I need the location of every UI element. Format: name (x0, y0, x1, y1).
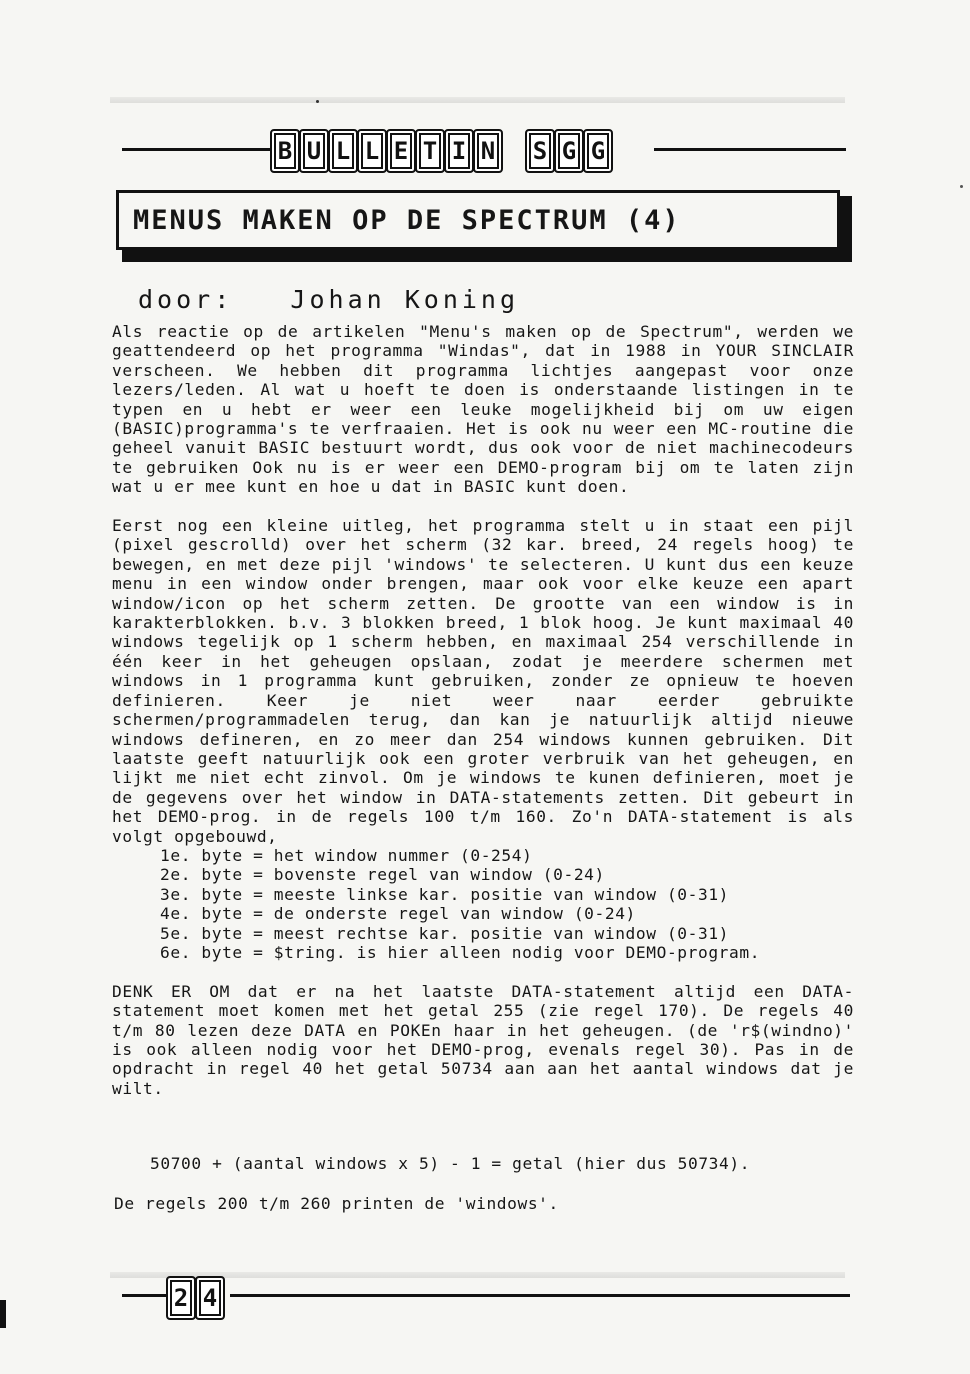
masthead-letter: L (328, 129, 358, 173)
article-title-box (116, 190, 840, 250)
masthead-letter: E (386, 129, 416, 173)
masthead-letter: G (554, 129, 584, 173)
list-item: 5e. byte = meest rechtse kar. positie van window (0-31) (160, 923, 730, 943)
list-item: 2e. byte = bovenste regel van window (0-24) (160, 865, 605, 885)
author-byline: door: Johan Koning (138, 285, 520, 314)
masthead-letter: N (473, 129, 503, 173)
speck (316, 100, 319, 103)
masthead-letter: L (357, 129, 387, 173)
masthead-letter: B (270, 129, 300, 173)
masthead-letter: S (525, 129, 555, 173)
bulletin-masthead (270, 129, 612, 173)
masthead-letter: I (444, 129, 474, 173)
scan-edge-mark (0, 1300, 6, 1328)
article-title: MENUS MAKEN OP DE SPECTRUM (4) (133, 204, 681, 236)
paragraph: Als reactie op de artikelen "Menu's maken op de Spectrum", werden we geattendeerd op het programma "Windas", dat in 1988 in YOUR SINCLAIR verscheen. We hebben dit programma lichtjes aangepast voor onze lezers/leden. Al wat u hoeft te doen is onderstaande listingen in te typen en u hebt er weer een leuke mogelijkheid bij om uw eigen (BASIC)programma's te verfraaien. Het is ook nu weer een MC-routine die geheel vanuit BASIC bestuurt wordt, dus ook voor de niet machinecodeurs te gebruiken Ook nu is er weer een DEMO-program bij om te laten zijn wat u er mee kunt en hoe u dat in BASIC kunt doen. (112, 322, 854, 497)
paragraph: Eerst nog een kleine uitleg, het programma stelt u in staat een pijl (pixel gescrolld) over het scherm (32 kar. breed, 24 regels hoog) te bewegen, en met deze pijl 'windows' te selecteren. U kunt dus een keuze menu in een window onder brengen, maar ook voor elke keuze een apart window/icon op het scherm zetten. De grootte van een window is in karakterblokken. b.v. 3 blokken breed, 1 blok hoog. Je kunt maximaal 40 windows tegelijk op 1 scherm hebben, en maximaal 254 verschillende in één keer in het geheugen opslaan, zodat je meerdere schermen met windows in 1 programma kunt gebruiken, zonder ze opnieuw te hoeven definieren. Keer je niet weer naar eerder gebruikte schermen/programmadelen terug, dan kan je natuurlijk altijd nieuwe windows defineren, en zo meer dan 254 windows kunnen gebruiken. Dit laatste geeft natuurlijk ook een groter verbruik van het geheugen, en lijkt me niet echt zinvol. Om je windows te kunen definieren, moet je de gegevens over het window in DATA-statements zetten. Dit gebeurt in het DEMO-prog. in de regels 100 t/m 160. Zo'n DATA-statement is als volgt opgebouwd, (112, 516, 854, 846)
byte-list (112, 846, 854, 962)
list-item: 4e. byte = de onderste regel van window (0-24) (160, 904, 636, 924)
masthead-gap (502, 129, 526, 169)
footer-rule (122, 1294, 166, 1297)
page-digit: 2 (166, 1276, 196, 1320)
list-item: 3e. byte = meeste linkse kar. positie van window (0-31) (160, 884, 730, 904)
masthead-letter: T (415, 129, 445, 173)
masthead-letter: U (299, 129, 329, 173)
list-item: 1e. byte = het window nummer (0-254) (160, 845, 533, 865)
footer-rule (230, 1294, 850, 1297)
header-rule (122, 148, 270, 151)
speck (960, 185, 963, 188)
closing-line: De regels 200 t/m 260 printen de 'windows'. (114, 1194, 559, 1213)
article-body (112, 322, 854, 1098)
list-item: 6e. byte = $tring. is hier alleen nodig voor DEMO-program. (160, 942, 761, 962)
masthead-letter: G (583, 129, 613, 173)
formula-line: 50700 + (aantal windows x 5) - 1 = getal (hier dus 50734). (150, 1154, 751, 1173)
page-digit: 4 (195, 1276, 225, 1320)
header-rule (654, 148, 846, 151)
bleed-through-bar (110, 97, 845, 103)
page-number (166, 1276, 224, 1320)
paragraph: DENK ER OM dat er na het laatste DATA-statement altijd een DATA-statement moet komen met het getal 255 (zie regel 170). De regels 40 t/m 80 lezen deze DATA en POKEn haar in het geheugen. (de 'r$(windno)' is ook alleen nodig voor het DEMO-prog, evenals regel 30). Pas in de opdracht in regel 40 het getal 50734 aan aan het aantal windows dat je wilt. (112, 981, 854, 1098)
